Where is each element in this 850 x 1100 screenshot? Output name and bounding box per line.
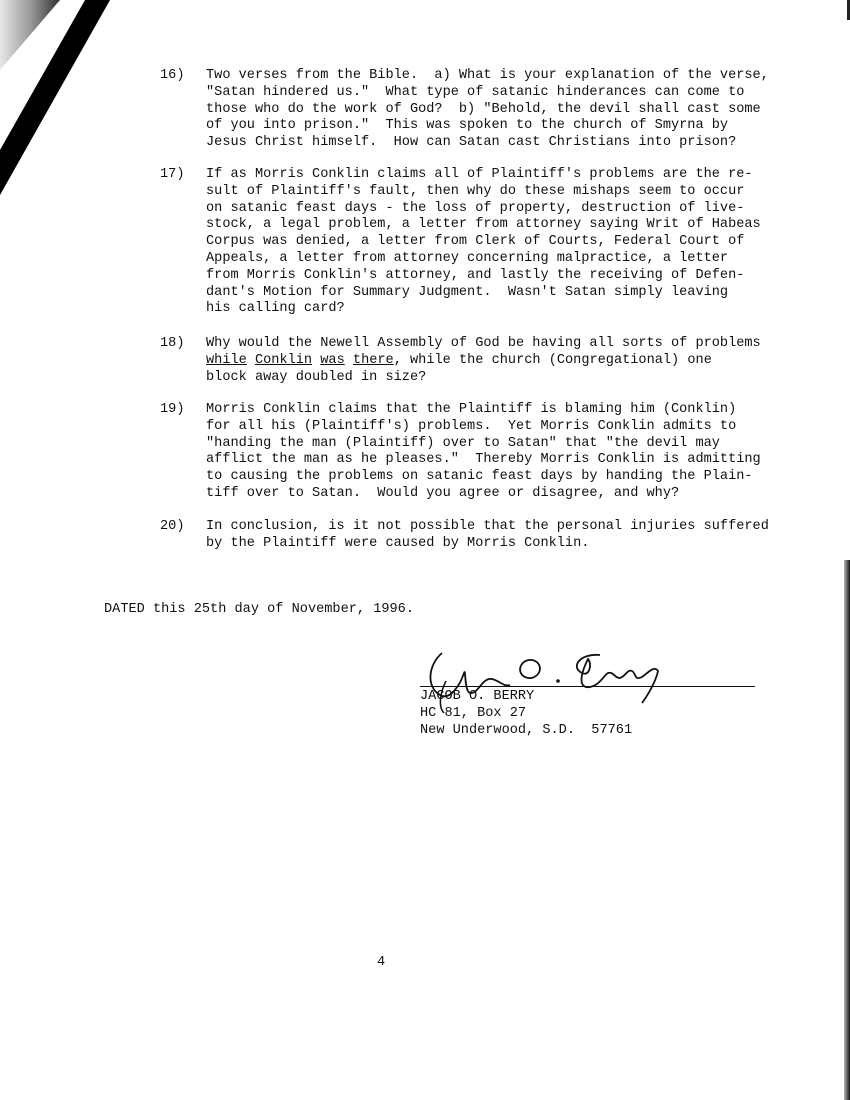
scan-corner-shadow bbox=[0, 0, 120, 200]
underlined-word: there bbox=[352, 352, 394, 368]
question-16 bbox=[160, 68, 800, 152]
text-line: "Satan hindered us." What type of satanic hinderances can come to bbox=[206, 84, 745, 100]
page-number: 4 bbox=[377, 955, 386, 970]
text-line: "handing the man (Plaintiff) over to Satan" that "the devil may bbox=[206, 435, 720, 451]
signer-address-line1: HC 81, Box 27 bbox=[420, 706, 527, 721]
question-text bbox=[206, 167, 761, 318]
question-text bbox=[206, 402, 761, 503]
question-number: 16) bbox=[160, 68, 185, 83]
question-number: 18) bbox=[160, 336, 185, 351]
text-line: his calling card? bbox=[206, 301, 345, 317]
question-20 bbox=[160, 519, 769, 553]
text-line: Morris Conklin claims that the Plaintiff is blaming him (Conklin) bbox=[206, 402, 737, 417]
text-line: tiff over to Satan. Would you agree or disagree, and why? bbox=[206, 485, 680, 501]
text-line: Jesus Christ himself. How can Satan cast Christians into prison? bbox=[206, 135, 737, 151]
text-fragment: , while the church (Congregational) one bbox=[393, 352, 712, 368]
text-line: on satanic feast days - the loss of property, destruction of live- bbox=[206, 200, 745, 216]
question-18 bbox=[160, 336, 761, 386]
question-number: 17) bbox=[160, 167, 185, 182]
text-line: those who do the work of God? b) "Behold, the devil shall cast some bbox=[206, 101, 761, 117]
text-line bbox=[206, 353, 761, 370]
question-text bbox=[206, 336, 761, 386]
signature-text bbox=[420, 688, 632, 739]
question-number: 20) bbox=[160, 519, 185, 534]
question-number: 19) bbox=[160, 402, 185, 417]
text-line: afflict the man as he pleases." Thereby Morris Conklin is admitting bbox=[206, 452, 761, 468]
dated-line: DATED this 25th day of November, 1996. bbox=[104, 602, 414, 617]
text-line: by the Plaintiff were caused by Morris Conklin. bbox=[206, 535, 590, 551]
text-line: If as Morris Conklin claims all of Plaintiff's problems are the re- bbox=[206, 167, 753, 182]
text-line: In conclusion, is it not possible that the personal injuries suffered bbox=[206, 519, 769, 534]
signer-name: JACOB O. BERRY bbox=[420, 689, 535, 704]
question-text bbox=[206, 519, 769, 553]
signature-rule bbox=[420, 686, 755, 687]
text-line: Why would the Newell Assembly of God be having all sorts of problems bbox=[206, 336, 761, 351]
signer-address-line2: New Underwood, S.D. 57761 bbox=[420, 723, 633, 738]
text-line: Two verses from the Bible. a) What is your explanation of the verse, bbox=[206, 68, 769, 83]
text-line: Appeals, a letter from attorney concerning malpractice, a letter bbox=[206, 250, 729, 266]
signature-block bbox=[420, 645, 760, 745]
text-line: dant's Motion for Summary Judgment. Wasn't Satan simply leaving bbox=[206, 284, 729, 300]
underlined-word: was bbox=[320, 352, 345, 368]
question-19 bbox=[160, 402, 761, 503]
text-line: for all his (Plaintiff's) problems. Yet Morris Conklin admits to bbox=[206, 418, 737, 434]
text-line: stock, a legal problem, a letter from attorney saying Writ of Habeas bbox=[206, 217, 761, 233]
text-line: sult of Plaintiff's fault, then why do these mishaps seem to occur bbox=[206, 183, 745, 199]
question-text bbox=[206, 68, 800, 152]
text-line: to causing the problems on satanic feast days by handing the Plain- bbox=[206, 469, 753, 485]
text-line: block away doubled in size? bbox=[206, 369, 427, 385]
questions-list bbox=[160, 68, 800, 551]
text-line: from Morris Conklin's attorney, and lastly the receiving of Defen- bbox=[206, 267, 745, 283]
underlined-word: Conklin bbox=[254, 352, 313, 368]
question-17 bbox=[160, 167, 761, 318]
text-line: of you into prison." This was spoken to the church of Smyrna by bbox=[206, 118, 729, 134]
scan-right-edge bbox=[844, 560, 850, 1100]
underlined-word: while bbox=[206, 352, 247, 368]
text-line: Corpus was denied, a letter from Clerk of Courts, Federal Court of bbox=[206, 234, 745, 250]
